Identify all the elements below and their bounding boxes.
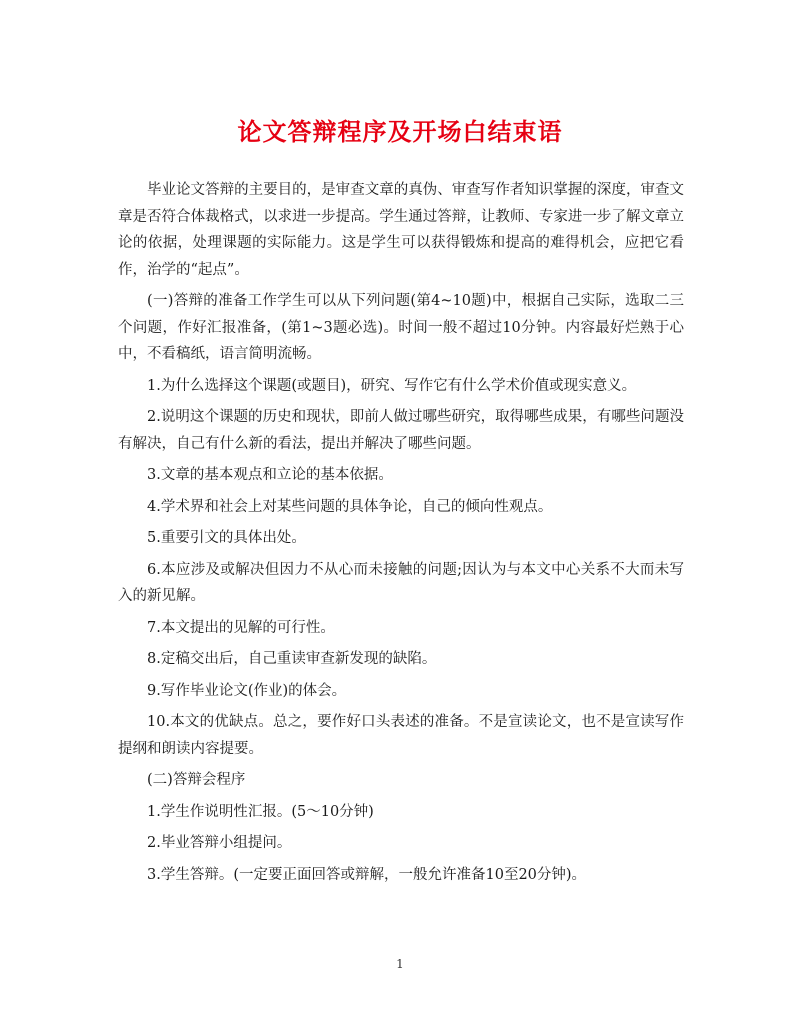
- list-item: 10.本文的优缺点。总之，要作好口头表述的准备。不是宣读论文，也不是宣读写作提纲和朗读内容提要。: [118, 714, 684, 757]
- document-body: [118, 177, 684, 888]
- list-item: 5.重要引文的具体出处。: [147, 530, 306, 546]
- list-item: 1.为什么选择这个课题(或题目)，研究、写作它有什么学术价值或现实意义。: [147, 377, 637, 394]
- list-item: 6.本应涉及或解决但因力不从心而未接触的问题;因认为与本文中心关系不大而未写入的新见解。: [118, 561, 684, 604]
- list-item: 3.文章的基本观点和立论的基本依据。: [147, 467, 393, 483]
- paragraph-intro: 毕业论文答辩的主要目的，是审查文章的真伪、审查写作者知识掌握的深度，审查文章是否符合体裁格式，以求进一步提高。学生通过答辩，让教师、专家进一步了解文章立论的依据，处理课题的实际能力。这是学生可以获得锻炼和提高的难得机会，应把它看作，治学的“起点”。: [118, 182, 684, 278]
- list-item: 1.学生作说明性汇报。(5～10分钟): [147, 803, 374, 820]
- paragraph-preparation: (一)答辩的准备工作学生可以从下列问题(第4~10题)中，根据自己实际，选取二三个问题，作好汇报准备，(第1~3题必选)。时间一般不超过10分钟。内容最好烂熟于心中，不看稿纸，语言简明流畅。: [118, 293, 684, 362]
- list-item: 3.学生答辩。(一定要正面回答或辩解，一般允许准备10至20分钟)。: [147, 866, 587, 883]
- list-item: 7.本文提出的见解的可行性。: [147, 619, 335, 636]
- list-item: 8.定稿交出后，自己重读审查新发现的缺陷。: [147, 651, 437, 667]
- list-item: 4.学术界和社会上对某些问题的具体争论，自己的倾向性观点。: [147, 498, 553, 515]
- page-number: 1: [396, 957, 404, 971]
- section-heading-procedure: (二)答辩会程序: [147, 772, 246, 788]
- list-item: 9.写作毕业论文(作业)的体会。: [147, 682, 347, 699]
- list-item: 2.说明这个课题的历史和现状，即前人做过哪些研究，取得哪些成果，有哪些问题没有解决，自己有什么新的看法，提出并解决了哪些问题。: [118, 409, 684, 452]
- document-title: 论文答辩程序及开场白结束语: [237, 117, 563, 146]
- list-item: 2.毕业答辩小组提问。: [147, 835, 292, 851]
